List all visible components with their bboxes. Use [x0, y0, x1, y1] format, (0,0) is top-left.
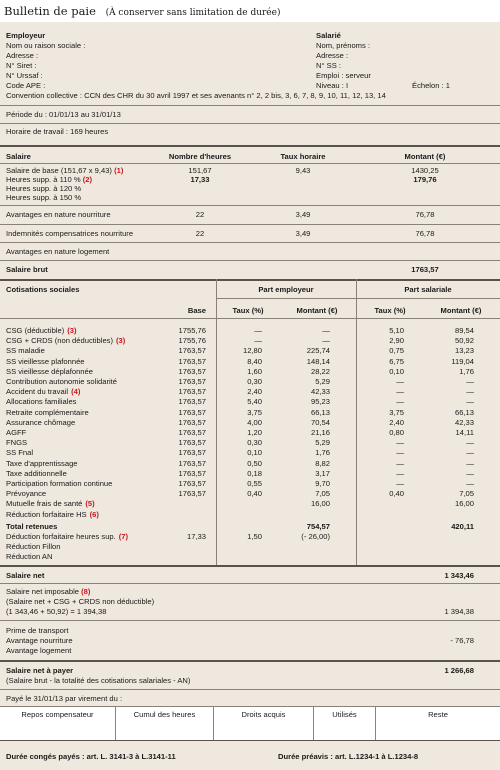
label: Réduction Fillon [6, 542, 61, 551]
cotisation-cell: 1,20 [247, 428, 262, 437]
total-employeur: 754,57 [306, 522, 330, 531]
divider [0, 260, 500, 261]
cotisation-cell: 0,10 [389, 366, 404, 376]
cotisation-label [6, 408, 89, 417]
cotisation-label [6, 326, 77, 335]
cotisation-cell: — [396, 377, 404, 386]
cotisation-cell: — [396, 458, 404, 468]
payment-info: Payé le 31/01/13 par virement du : [6, 694, 123, 703]
cotisation-cell: — [466, 458, 474, 468]
cotisation-cell: 1763,57 [178, 377, 206, 386]
note: (3) [67, 326, 77, 335]
note: (3) [116, 336, 126, 346]
cotisation-cell: 4,00 [247, 417, 262, 427]
base-hours: 151,67 [188, 166, 212, 175]
cotisation-cell: 5,29 [315, 438, 330, 448]
cotisation-cell: 3,75 [389, 407, 404, 417]
cotisation-cell: 5,10 [389, 326, 404, 335]
cotisation-cell: 2,40 [389, 417, 404, 427]
salary-row-base [6, 166, 123, 175]
employee-job: Emploi : serveur [316, 71, 371, 80]
divider [0, 689, 500, 690]
cotisation-cell: 119,04 [451, 356, 474, 366]
cotisation-cell: 2,90 [389, 336, 404, 346]
note: (6) [89, 509, 99, 519]
rate-header: Taux horaire [280, 152, 326, 161]
cotisation-cell: 16,00 [454, 499, 474, 509]
employee-echelon: Échelon : 1 [412, 81, 450, 90]
indemnites: Indemnités compensatrices nourriture [6, 229, 134, 238]
divider [0, 660, 500, 662]
total-retenues-label: Total retenues [6, 522, 58, 531]
cotisation-cell: 66,13 [454, 407, 474, 417]
salary-row-hs150: Heures supp. à 150 % [6, 193, 82, 202]
cotisations-title: Cotisations sociales [6, 285, 80, 294]
employer-urssaf: N° Urssaf : [6, 71, 43, 80]
cotisation-label [6, 469, 67, 478]
net-a-payer-label: Salaire net à payer [6, 666, 74, 675]
avantage-nourriture: Avantages en nature nourriture [6, 210, 111, 219]
repos-compensateur: Repos compensateur [0, 707, 116, 741]
cotisation-cell: 28,22 [310, 366, 330, 376]
employee-level: Niveau : I [316, 81, 349, 90]
cotisation-cell: — [466, 479, 474, 488]
cotisation-cell: — [396, 438, 404, 448]
cotisation-cell: — [396, 448, 404, 458]
label: Mutuelle frais de santé [6, 499, 83, 509]
cotisation-cell: 0,30 [247, 377, 262, 386]
label: Heures supp. à 110 % [6, 175, 81, 184]
cotisation-label [6, 377, 117, 386]
cotisation-label [6, 397, 76, 406]
cotisation-cell: 1,76 [459, 366, 474, 376]
cotisation-label [6, 499, 95, 508]
net-a-payer-sub: (Salaire brut - la totalité des cotisations salariales - AN) [6, 676, 191, 685]
cotisation-cell: 42,33 [310, 387, 330, 397]
employer-siret: N° Siret : [6, 61, 37, 70]
amount-header: Montant (€) [404, 152, 446, 161]
cotisation-cell: 1763,57 [178, 356, 206, 366]
note: (7) [118, 532, 129, 541]
cotisation-cell: 1763,57 [178, 428, 206, 437]
label: Taxe d'apprentissage [6, 458, 78, 468]
label: Déduction forfaitaire heures sup. [6, 532, 116, 541]
cotisation-cell: 66,13 [310, 407, 330, 417]
cotisation-cell: — [466, 377, 474, 386]
label: Taxe additionnelle [6, 468, 67, 478]
cotisation-cell: 1763,57 [178, 397, 206, 407]
part-salariale-header: Part salariale [404, 285, 452, 294]
cotisation-cell: 5,40 [247, 397, 262, 407]
label: Salaire de base (151,67 x 9,43) [6, 166, 112, 175]
cotisation-cell: 0,80 [389, 428, 404, 437]
cotisation-cell: 1763,57 [178, 448, 206, 458]
cotisation-cell: 148,14 [306, 356, 330, 366]
hours-header: Nombre d'heures [168, 152, 232, 161]
deduction-label [6, 552, 52, 561]
divider [216, 298, 500, 299]
cotisation-cell: 42,33 [454, 417, 474, 427]
divider [0, 318, 500, 319]
cotisation-label [6, 418, 75, 427]
employee-name: Nom, prénoms : [316, 41, 371, 50]
droits-acquis: Droits acquis [214, 707, 314, 741]
avantage-logement: Avantages en nature logement [6, 247, 110, 256]
cotisation-cell: 1763,57 [178, 366, 206, 376]
total-salarie: 420,11 [451, 522, 474, 531]
salaire-brut-amount: 1763,57 [411, 265, 439, 274]
cotisation-label [6, 387, 80, 396]
label: CSG + CRDS (non déductibles) [6, 336, 113, 346]
avantage-hours: 22 [195, 210, 205, 219]
cotisation-cell: 0,10 [247, 448, 262, 458]
part-employeur-header: Part employeur [258, 285, 314, 294]
cotisation-cell: 50,92 [454, 336, 474, 346]
cotisation-cell: 9,70 [315, 479, 330, 488]
label: Réduction AN [6, 552, 53, 561]
salaire-imposable-label [6, 587, 90, 596]
cotisation-cell: 21,16 [310, 428, 330, 437]
employee-heading: Salarié [316, 31, 341, 40]
net-a-payer-amount: 1 266,68 [444, 666, 474, 675]
cotisation-cell: 1763,57 [178, 407, 206, 417]
cotisation-cell: 0,55 [247, 479, 262, 488]
employee-ss: N° SS : [316, 61, 341, 70]
cotisation-cell: 0,18 [247, 468, 262, 478]
cotisation-label [6, 510, 99, 519]
cotisation-cell: 0,40 [389, 489, 404, 499]
label: Prévoyance [6, 489, 47, 499]
cotisation-cell: 1763,57 [178, 438, 206, 448]
footer-preavis: Durée préavis : art. L.1234-1 à L.1234-8 [278, 752, 419, 761]
employer-heading: Employeur [6, 31, 46, 40]
divider [0, 242, 500, 243]
col-taux-salarie: Taux (%) [374, 306, 406, 315]
cotisation-cell: 5,29 [315, 377, 330, 386]
divider [0, 123, 500, 124]
cotisation-label [6, 336, 125, 345]
cotisation-cell: — [466, 387, 474, 397]
cotisation-cell: — [396, 397, 404, 407]
note: (2) [82, 175, 92, 184]
column-rule [356, 279, 357, 565]
col-base: Base [187, 306, 206, 315]
salary-row-hs110 [6, 175, 92, 184]
cotisation-cell: — [322, 326, 330, 335]
cotisation-cell: 0,30 [247, 438, 262, 448]
cotisation-cell: — [396, 479, 404, 488]
salary-header: Salaire [6, 152, 31, 161]
employer-name: Nom ou raison sociale : [6, 41, 86, 50]
divider [0, 583, 500, 584]
avantage-nourriture-misc: Avantage nourriture [6, 636, 73, 645]
divider [0, 105, 500, 106]
cotisation-cell: — [466, 397, 474, 407]
salaire-net-amount: 1 343,46 [444, 571, 474, 580]
cotisation-cell: 1763,57 [178, 387, 206, 397]
cotisation-label [6, 489, 46, 498]
cotisation-cell: 14,11 [455, 428, 474, 437]
cotisation-cell: — [466, 448, 474, 458]
column-rule [216, 279, 217, 565]
hs110-amount: 179,76 [413, 175, 437, 184]
divider [0, 145, 500, 147]
cotisation-label [6, 459, 78, 468]
cotisation-cell: 0,50 [247, 458, 262, 468]
label: Participation formation continue [6, 479, 113, 488]
employee-address: Adresse : [316, 51, 349, 60]
footer [0, 740, 500, 770]
footer-conges: Durée congés payés : art. L. 3141-3 à L.3141-11 [6, 752, 176, 761]
label: FNGS [6, 438, 28, 448]
cotisation-cell: 8,40 [247, 356, 262, 366]
label: Contribution autonomie solidarité [6, 377, 118, 386]
title-text: Bulletin de paie [4, 4, 96, 18]
cotisation-cell: 8,82 [315, 458, 330, 468]
label: Accident du travail [6, 387, 69, 397]
label: Réduction forfaitaire HS [6, 509, 87, 519]
utilises: Utilisés [314, 707, 376, 741]
cotisation-cell: 1755,76 [178, 326, 206, 335]
indemnites-amount: 76,78 [415, 229, 435, 238]
cumul-heures: Cumul des heures [116, 707, 214, 741]
label: CSG (déductible) [6, 326, 65, 335]
cotisation-cell: 225,74 [306, 346, 330, 356]
divider [0, 565, 500, 567]
employer-ape: Code APE : [6, 81, 46, 90]
salaire-brut-label: Salaire brut [6, 265, 48, 274]
cotisation-cell: 70,54 [310, 417, 330, 427]
note: (5) [85, 499, 95, 509]
cotisation-cell: 1763,57 [178, 479, 206, 488]
salary-row-hs120: Heures supp. à 120 % [6, 184, 82, 193]
title-subtitle: (À conserver sans limitation de durée) [105, 8, 281, 18]
label: SS maladie [6, 346, 45, 356]
cotisation-cell: — [254, 326, 262, 335]
cotisation-cell: 1763,57 [178, 346, 206, 356]
cotisation-cell: 6,75 [389, 356, 404, 366]
deduction-label [6, 532, 128, 541]
cotisation-label [6, 448, 33, 457]
prime-transport: Prime de transport [6, 626, 69, 635]
employer-address: Adresse : [6, 51, 39, 60]
label: Assurance chômage [6, 417, 76, 427]
deduction-cell: (- 26,00) [301, 532, 330, 541]
imposable-formula: (Salaire net + CSG + CRDS non déductible) [6, 597, 155, 606]
cotisation-cell: 1,76 [315, 448, 330, 458]
hs110-hours: 17,33 [190, 175, 210, 184]
cotisation-cell: 1755,76 [178, 336, 206, 346]
cotisation-cell: 0,75 [389, 346, 404, 356]
cotisation-cell: 7,05 [459, 489, 474, 499]
avantage-amount: 76,78 [415, 210, 435, 219]
cotisation-cell: 0,40 [247, 489, 262, 499]
cotisation-cell: — [322, 336, 330, 346]
label: Retraite complémentaire [6, 407, 89, 417]
base-rate: 9,43 [295, 166, 311, 175]
label: AGFF [6, 428, 27, 437]
deduction-cell: 17,33 [186, 532, 206, 541]
cotisation-cell: 3,17 [315, 468, 330, 478]
divider [0, 205, 500, 206]
cotisation-cell: — [396, 387, 404, 397]
col-taux-employeur: Taux (%) [232, 306, 264, 315]
col-montant-salarie: Montant (€) [440, 306, 482, 315]
cotisation-cell: — [466, 468, 474, 478]
imposable-calc: (1 343,46 + 50,92) = 1 394,38 [6, 607, 107, 616]
reste: Reste [428, 710, 448, 719]
deduction-label [6, 542, 60, 551]
cotisation-cell: 1,60 [247, 366, 262, 376]
cotisation-cell: 95,23 [310, 397, 330, 407]
label: SS vieillesse plafonnée [6, 356, 85, 366]
note: (1) [114, 166, 124, 175]
note: (8) [81, 587, 91, 596]
cotisation-cell: — [466, 438, 474, 448]
indemnites-rate: 3,49 [295, 229, 311, 238]
cotisation-cell: 1763,57 [178, 489, 206, 499]
salaire-net-label: Salaire net [6, 571, 45, 580]
note: (4) [71, 387, 81, 397]
indemnites-hours: 22 [195, 229, 205, 238]
cotisation-cell: 16,00 [310, 499, 330, 509]
cotisation-label [6, 346, 45, 355]
avantage-nourriture-amount: - 76,78 [450, 636, 474, 645]
cotisation-cell: 1763,57 [178, 468, 206, 478]
cotisation-cell: 12,80 [242, 346, 262, 356]
document-title [4, 4, 280, 18]
cotisation-cell: 2,40 [247, 387, 262, 397]
divider [0, 224, 500, 225]
label: SS vieillesse déplafonnée [6, 366, 93, 376]
period: Période du : 01/01/13 au 31/01/13 [6, 110, 121, 119]
label: SS Fnal [6, 448, 34, 458]
cotisation-cell: 7,05 [315, 489, 330, 499]
divider [0, 620, 500, 621]
cotisation-cell: 3,75 [247, 407, 262, 417]
deduction-cell: 1,50 [247, 532, 262, 541]
cotisation-label [6, 357, 85, 366]
convention-collective: Convention collective : CCN des CHR du 30 avril 1997 et ses avenants n° 2, 2 bis, 3, 6, 7, 8, 9, 10, 11, 12, 13, 14 [6, 91, 386, 100]
cotisation-label [6, 367, 93, 376]
divider [0, 279, 500, 281]
work-hours: Horaire de travail : 169 heures [6, 127, 109, 136]
label: Salaire net imposable [6, 587, 80, 596]
conges-table [0, 706, 500, 741]
label: Allocations familiales [6, 397, 77, 407]
payslip-panel [0, 22, 500, 740]
cotisation-cell: 1763,57 [178, 417, 206, 427]
divider [0, 163, 500, 164]
cotisation-cell: — [396, 468, 404, 478]
cotisation-cell: — [254, 336, 262, 346]
cotisation-cell: 13,23 [454, 346, 474, 356]
cotisation-label [6, 479, 112, 488]
avantage-logement-misc: Avantage logement [6, 646, 72, 655]
cotisation-label [6, 438, 27, 447]
imposable-amount: 1 394,38 [444, 607, 474, 616]
cotisation-label [6, 428, 26, 437]
base-amount: 1430,25 [411, 166, 439, 175]
avantage-rate: 3,49 [295, 210, 311, 219]
cotisation-cell: 89,54 [454, 326, 474, 335]
col-montant-employeur: Montant (€) [296, 306, 338, 315]
cotisation-cell: 1763,57 [178, 458, 206, 468]
